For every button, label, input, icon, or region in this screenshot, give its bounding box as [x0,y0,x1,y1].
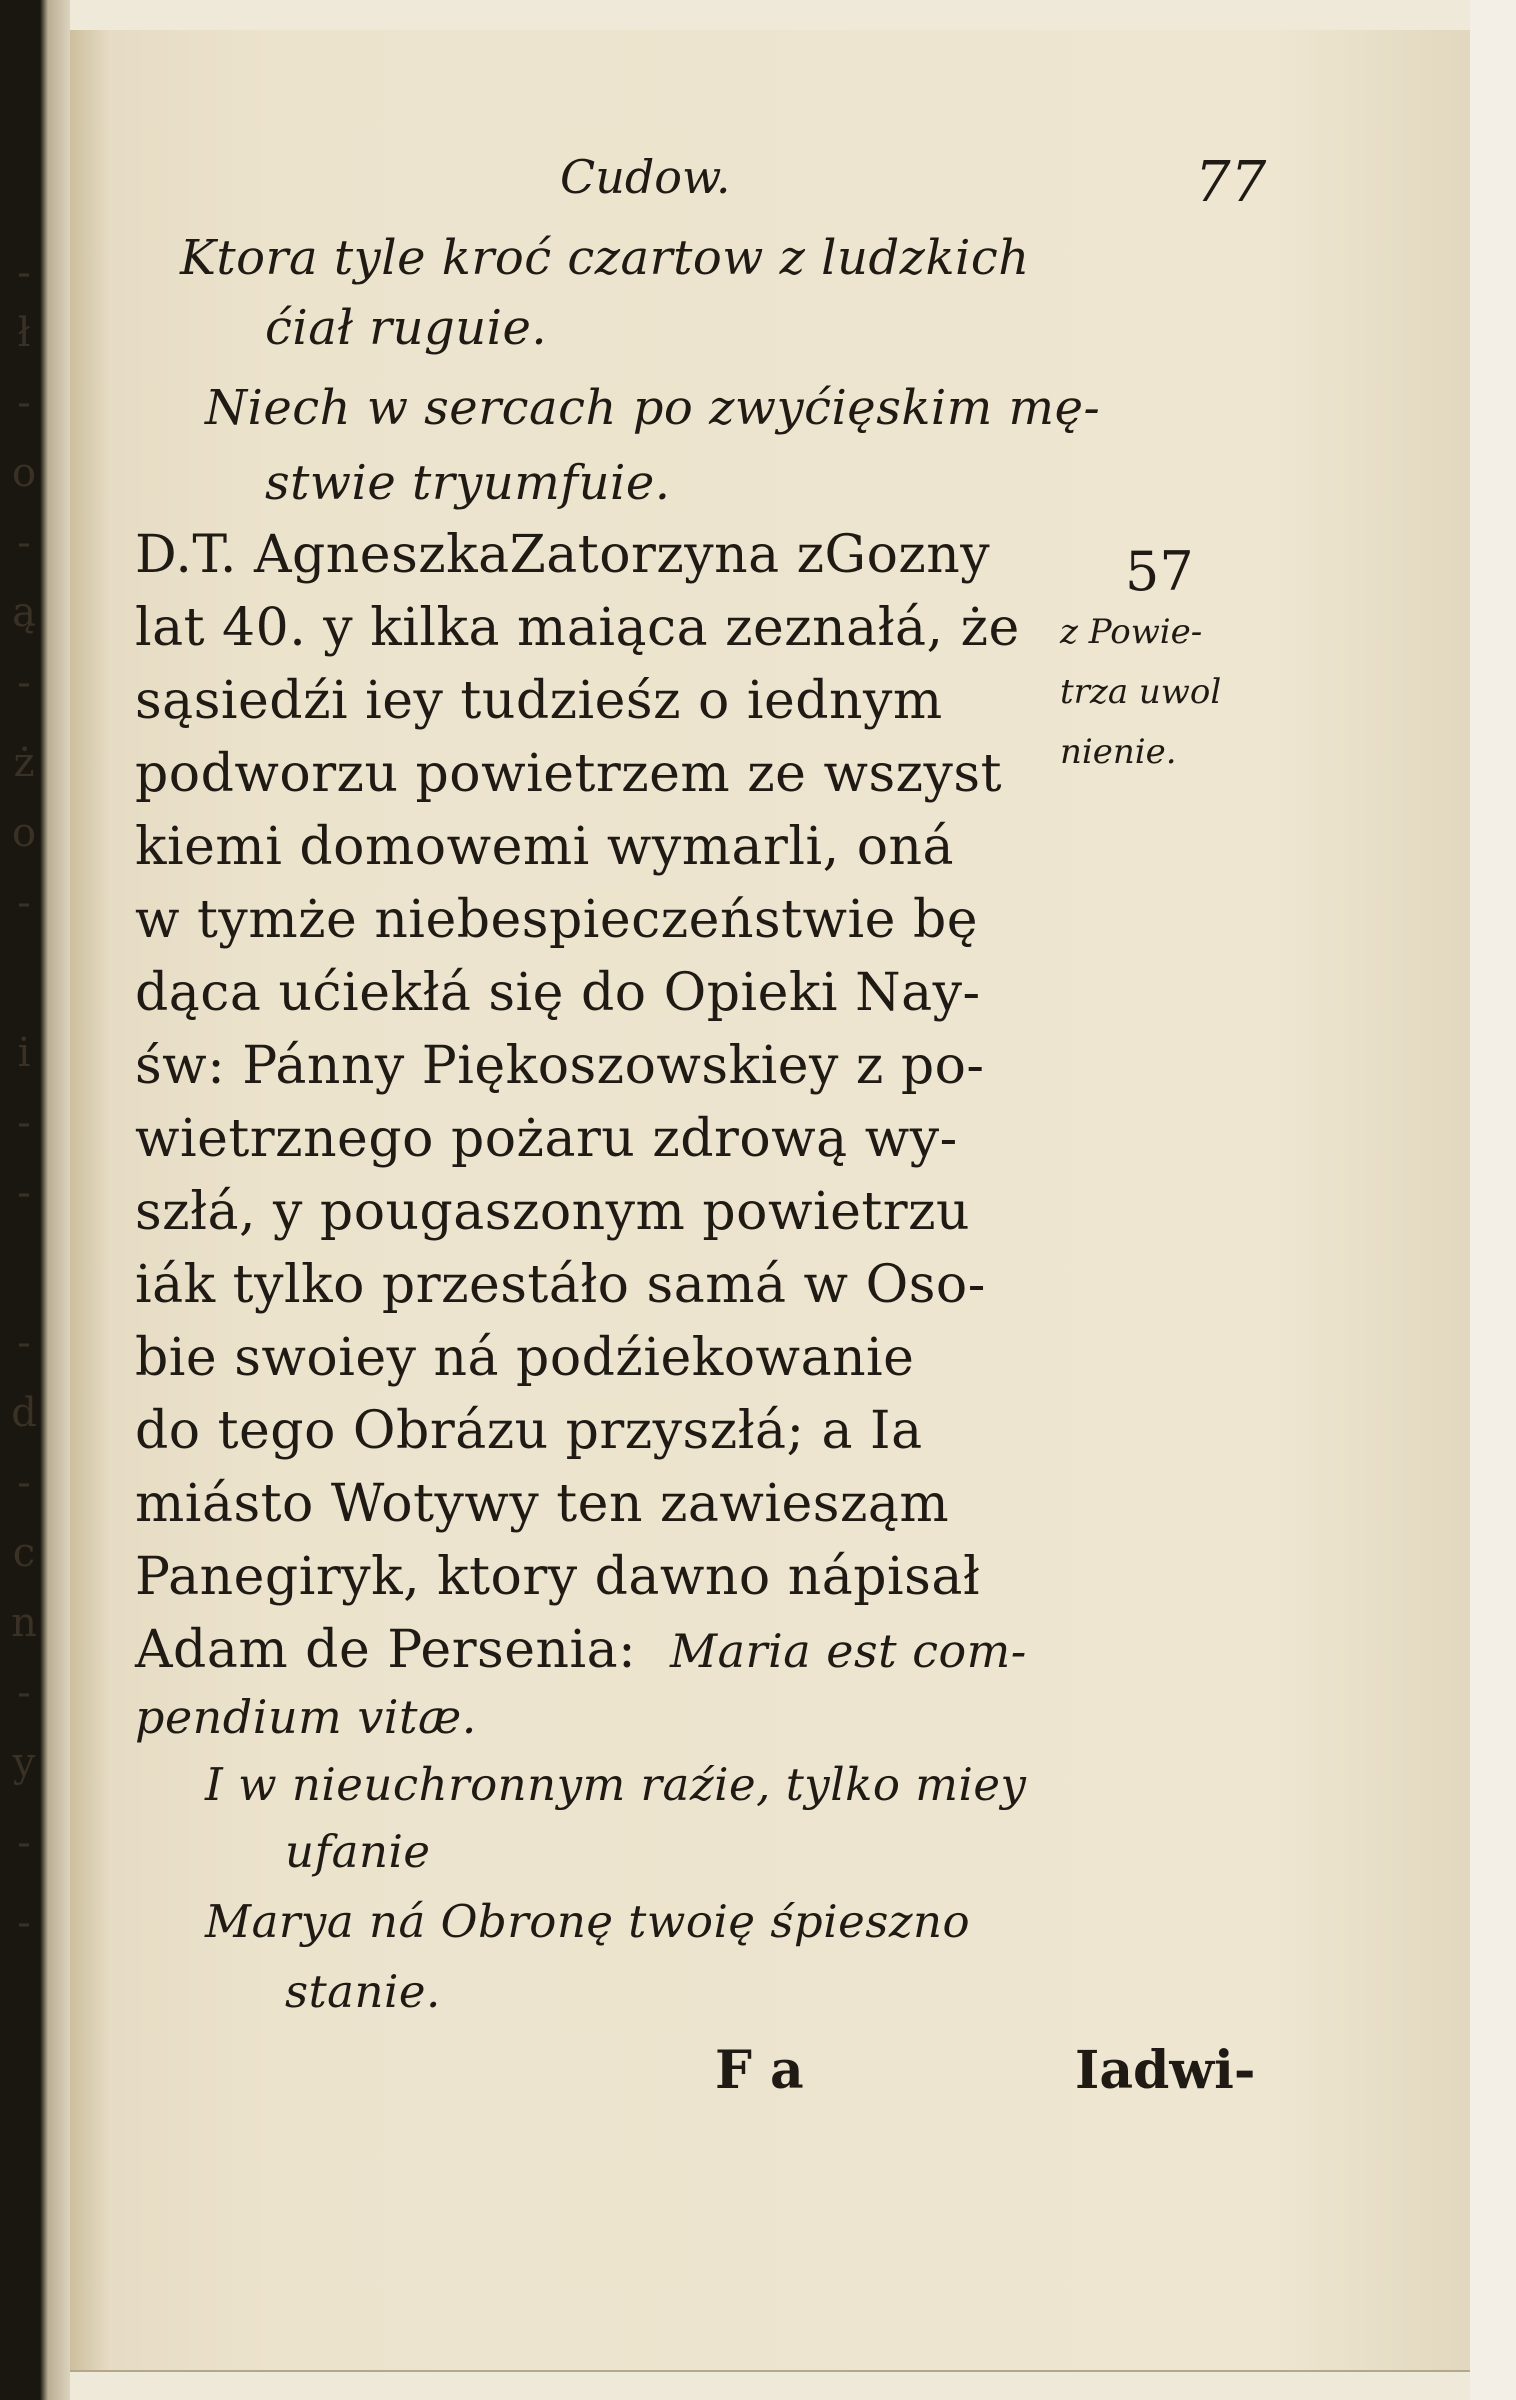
verse-line: I w nieuchronnym raźie, tylko miey [205,1758,1027,1811]
verse-line: Marya ná Obronę twoię śpieszno [205,1895,971,1948]
margin-note-line: nienie. [1060,732,1177,772]
prose-line: w tymże niebespieczeństwie bę [135,890,979,950]
signature-mark: F a [715,2040,804,2101]
prose-line: lat 40. y kilka maiąca zeznałá, że [135,598,1020,658]
verse-line: Niech w sercach po zwyćięskim mę- [205,380,1101,436]
bleed-char: - [17,520,31,566]
verse-line: stanie. [285,1965,441,2018]
bleed-char: o [11,450,37,496]
bleed-char: i [17,1030,31,1076]
bleed-char: ż [13,740,35,786]
prose-line: iák tylko przestáło samá w Oso- [135,1255,986,1315]
prose-line: podworzu powietrzem ze wszyst [135,744,1002,804]
bleed-char: o [11,810,37,856]
bleed-char: n [11,1600,37,1646]
prose-line: Adam de Persenia: [135,1620,637,1680]
verse-line: ufanie [285,1825,431,1878]
bleed-char: c [12,1530,36,1576]
bleed-char: - [17,880,31,926]
margin-note-line: trza uwol [1060,672,1222,712]
latin-quote: Maria est com- [670,1624,1027,1678]
bleed-char: - [17,660,31,706]
running-header: Cudow. [560,150,731,204]
verse-line: ćiał ruguie. [265,300,548,356]
prose-line: Panegiryk, ktory dawno nápisał [135,1547,981,1607]
prose-line: wietrznego pożaru zdrową wy- [135,1109,958,1169]
prose-line: D.T. AgneszkaZatorzyna zGozny [135,525,991,585]
bleed-char: y [12,1740,36,1786]
bleed-char: - [17,1460,31,1506]
bleed-char: d [11,1390,37,1436]
page-number: 77 [1195,150,1267,215]
bleed-char: - [17,1320,31,1366]
bleed-char: - [17,1100,31,1146]
margin-number: 57 [1125,540,1194,603]
prose-line: bie swoiey ná podźiekowanie [135,1328,915,1388]
bleed-char: - [17,380,31,426]
prose-line: kiemi domowemi wymarli, oná [135,817,955,877]
bleed-char: - [17,250,31,296]
bleed-char: ł [17,310,31,356]
prose-line: miásto Wotywy ten zawiesząm [135,1474,950,1534]
bleed-char: - [17,1170,31,1216]
catchword: Iadwi- [1075,2040,1256,2101]
bleed-char: - [17,1670,31,1716]
verse-line: Ktora tyle kroć czartow z ludzkich [180,230,1030,286]
bleed-char: - [17,1900,31,1946]
bleed-char: - [17,1820,31,1866]
prose-line: dąca ućiekłá się do Opieki Nay- [135,963,981,1023]
bleed-char: ą [12,590,36,636]
margin-note-line: z Powie- [1060,612,1203,652]
prose-line: szłá, y pougaszonym powietrzu [135,1182,971,1242]
prose-line: sąsiedźi iey tudzieśz o iednym [135,671,943,731]
prose-line: do tego Obrázu przyszłá; a Ia [135,1401,923,1461]
prose-line: św: Pánny Piękoszowskiey z po- [135,1036,985,1096]
latin-quote-end: pendium vitæ. [135,1690,477,1744]
scan-margin [1470,0,1516,2400]
verse-line: stwie tryumfuie. [265,455,671,511]
